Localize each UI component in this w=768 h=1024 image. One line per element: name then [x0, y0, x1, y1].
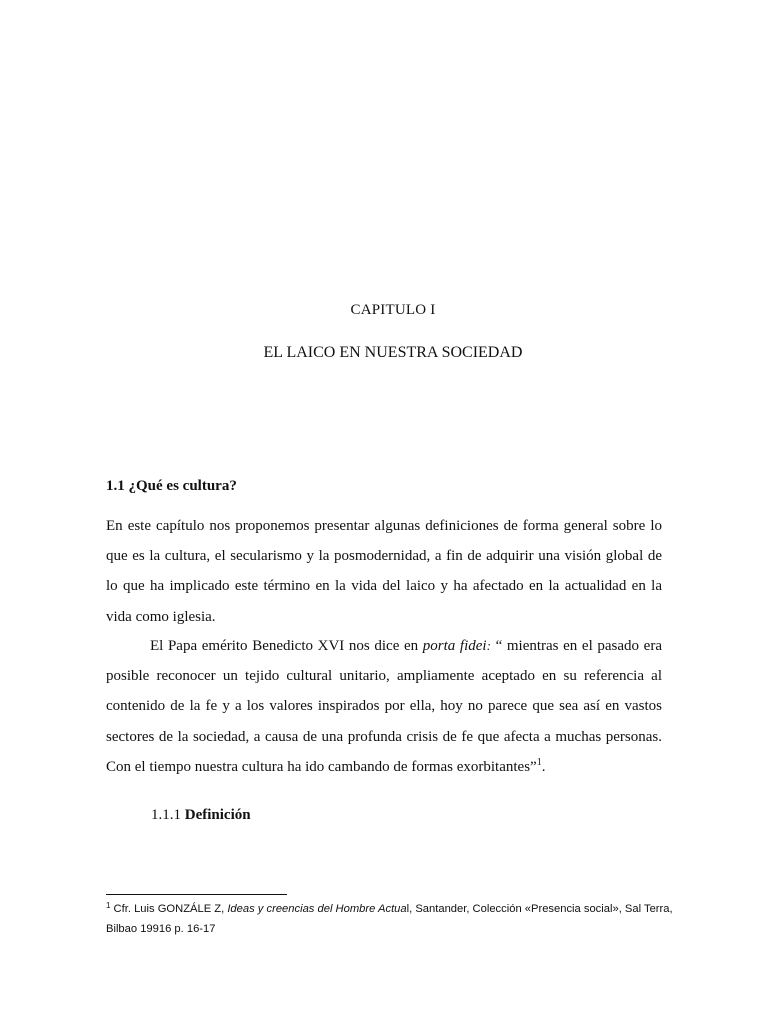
- chapter-label: CAPITULO I: [350, 302, 436, 318]
- footnote-reference[interactable]: 1: [536, 756, 542, 768]
- paragraph-quote-intro: El Papa emérito Benedicto XVI nos dice en: [150, 638, 423, 654]
- subsection-number: 1.1.1: [151, 807, 185, 823]
- footnote-divider: [106, 894, 287, 895]
- cited-work-colon: :: [486, 638, 491, 653]
- footnote-details: l, Santander, Colección «Presencia social», Sal Terra, Bilbao 19916 p. 16-17: [106, 903, 673, 935]
- section-heading: 1.1 ¿Qué es cultura?: [106, 478, 237, 494]
- quotation-text: “ mientras en el pasado era posible reconocer un tejido cultural unitario, ampliamente aceptado en su referencia al contenido de la fe y a los valores inspirados por ella, hoy no parece que sea así en vastos sectores de la sociedad, a causa de una profunda crisis de fe que afecta a muchas personas. Con el tiempo nuestra cultura ha ido cambando de formas exorbitantes”: [106, 638, 662, 775]
- subsection-title: Definición: [184, 807, 251, 823]
- subsection-heading: [151, 807, 251, 824]
- paragraph-quote: [106, 631, 662, 782]
- cited-work-title: porta fidei: [422, 638, 487, 654]
- footnote-prefix: Cfr. Luis GONZÁLE Z,: [110, 903, 228, 915]
- footnote-number: 1: [106, 901, 111, 910]
- paragraph-intro: En este capítulo nos proponemos presentar algunas definiciones de forma general sobre lo que es la cultura, el secularismo y la posmodernidad, a fin de adquirir una visión global de lo que ha implicado este término en la vida del laico y ha afectado en la actualidad en la vida como iglesia.: [106, 518, 662, 625]
- chapter-title: EL LAICO EN NUESTRA SOCIEDAD: [263, 344, 523, 361]
- footnote: [106, 899, 676, 939]
- footnote-book-title: Ideas y creencias del Hombre Actua: [227, 903, 407, 915]
- paragraph-quote-end: .: [541, 758, 546, 775]
